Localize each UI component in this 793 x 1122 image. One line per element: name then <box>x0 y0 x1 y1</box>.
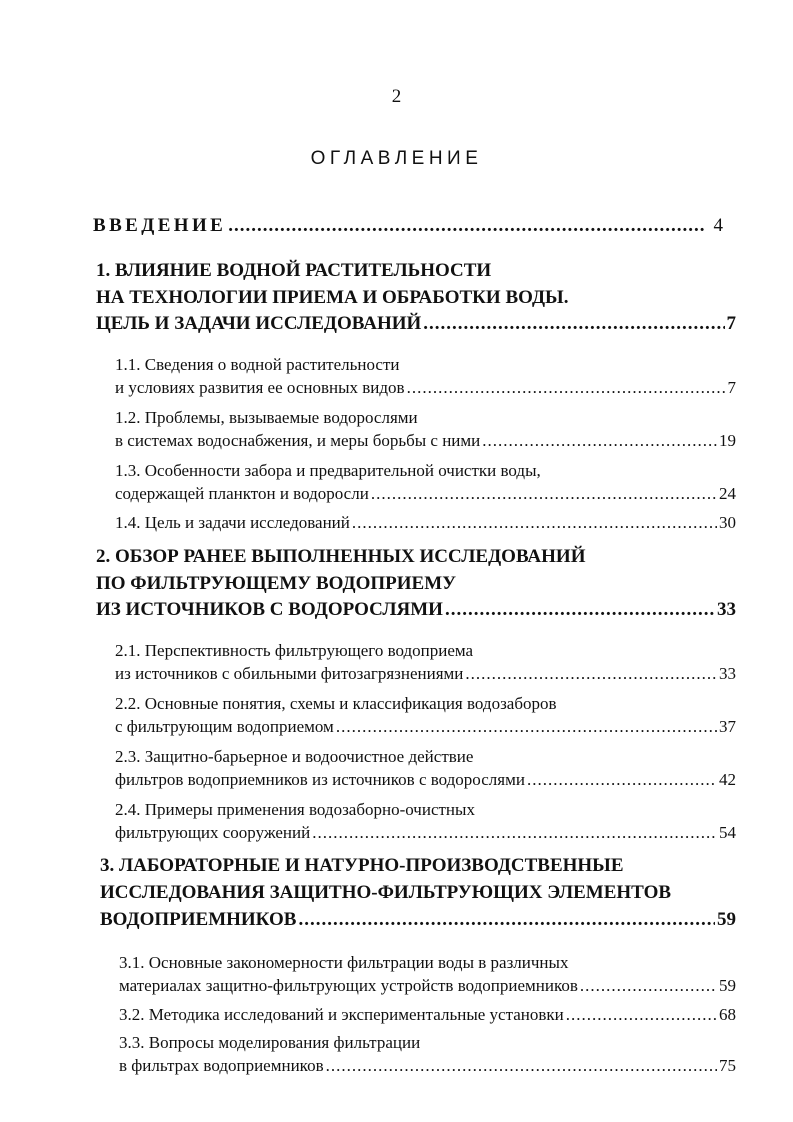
section-title-line: 1.1. Сведения о водной растительности <box>115 355 400 374</box>
toc-title: ОГЛАВЛЕНИЕ <box>310 148 483 169</box>
section-page: 7 <box>727 377 736 397</box>
chapter-title-line: ЦЕЛЬ И ЗАДАЧИ ИССЛЕДОВАНИЙ <box>96 313 422 334</box>
section-title-line: содержащей планктон и водоросли <box>115 483 369 503</box>
toc-section-2-2 <box>115 693 736 738</box>
dot-leader <box>336 716 717 739</box>
dot-leader <box>465 663 717 686</box>
dot-leader <box>566 1004 717 1027</box>
section-page: 24 <box>719 483 736 503</box>
chapter-title-line: НА ТЕХНОЛОГИИ ПРИЕМА И ОБРАБОТКИ ВОДЫ. <box>96 286 569 308</box>
section-page: 19 <box>719 430 736 450</box>
toc-section-1-2 <box>115 407 736 452</box>
toc-section-1-4 <box>115 512 736 535</box>
section-page: 30 <box>719 513 736 532</box>
chapter-title-line: ВОДОПРИЕМНИКОВ <box>100 909 297 930</box>
section-title-line: 2.4. Примеры применения водозаборно-очистных <box>115 800 475 819</box>
toc-chapter-1 <box>96 258 736 338</box>
section-title-line: 3.3. Вопросы моделирования фильтрации <box>119 1033 421 1052</box>
dot-leader <box>371 483 717 506</box>
toc-chapter-2 <box>96 544 736 624</box>
dot-leader <box>352 512 717 535</box>
section-title-line: в фильтрах водоприемников <box>119 1055 324 1075</box>
chapter-title-line: 3. ЛАБОРАТОРНЫЕ И НАТУРНО-ПРОИЗВОДСТВЕННЫЕ <box>100 855 624 876</box>
chapter-title-line: ИЗ ИСТОЧНИКОВ С ВОДОРОСЛЯМИ <box>96 599 443 620</box>
section-title-line: 1.4. Цель и задачи исследований <box>115 513 350 532</box>
dot-leader <box>580 975 717 998</box>
section-page: 37 <box>719 716 736 736</box>
dot-leader <box>326 1055 717 1078</box>
section-page: 42 <box>719 769 736 789</box>
section-title-line: 1.2. Проблемы, вызываемые водорослями <box>115 408 418 427</box>
dot-leader <box>407 377 726 400</box>
chapter-title-line: 1. ВЛИЯНИЕ ВОДНОЙ РАСТИТЕЛЬНОСТИ <box>96 260 492 281</box>
page-number: 2 <box>391 86 402 107</box>
section-page: 33 <box>719 663 736 683</box>
toc-section-3-3 <box>119 1032 736 1077</box>
section-title-line: 3.2. Методика исследований и экспериментальные установки <box>119 1005 564 1024</box>
toc-section-2-4 <box>115 799 736 844</box>
dot-leader <box>527 769 717 792</box>
section-title-line: и условиях развития ее основных видов <box>115 377 405 397</box>
chapter-title-line: ИССЛЕДОВАНИЯ ЗАЩИТНО-ФИЛЬТРУЮЩИХ ЭЛЕМЕНТОВ <box>100 882 672 903</box>
toc-section-3-1 <box>119 952 736 997</box>
dot-leader <box>445 597 715 624</box>
dot-leader <box>228 215 703 237</box>
toc-section-2-3 <box>115 746 736 791</box>
section-title-line: из источников с обильными фитозагрязнениями <box>115 663 464 683</box>
section-title-line: 2.2. Основные понятия, схемы и классификация водозаборов <box>115 694 557 713</box>
section-title-line: 2.3. Защитно-барьерное и водоочистное действие <box>115 747 474 766</box>
chapter-title-line: ПО ФИЛЬТРУЮЩЕМУ ВОДОПРИЕМУ <box>96 572 457 594</box>
section-title-line: 1.3. Особенности забора и предварительной очистки воды, <box>115 461 541 480</box>
toc-entry-page: 4 <box>713 215 723 236</box>
dot-leader <box>312 822 717 845</box>
toc-section-1-3 <box>115 460 736 505</box>
chapter-page: 33 <box>717 599 736 620</box>
toc-entry-title: ВВЕДЕНИЕ <box>93 215 227 236</box>
section-page: 54 <box>719 822 736 842</box>
toc-entry-introduction <box>93 215 723 237</box>
toc-section-1-1 <box>115 354 736 399</box>
section-page: 68 <box>719 1005 736 1024</box>
section-title-line: фильтров водоприемников из источников с водорослями <box>115 769 525 789</box>
section-title-line: 3.1. Основные закономерности фильтрации воды в различных <box>119 953 569 972</box>
section-title-line: фильтрующих сооружений <box>115 822 311 842</box>
toc-chapter-3 <box>100 852 736 933</box>
chapter-page: 59 <box>717 909 736 930</box>
dot-leader <box>298 906 715 933</box>
section-title-line: 2.1. Перспективность фильтрующего водоприема <box>115 641 474 660</box>
toc-section-3-2 <box>119 1004 736 1027</box>
chapter-title-line: 2. ОБЗОР РАНЕЕ ВЫПОЛНЕННЫХ ИССЛЕДОВАНИЙ <box>96 546 586 567</box>
section-title-line: материалах защитно-фильтрующих устройств водоприемников <box>119 975 578 995</box>
chapter-page: 7 <box>726 313 736 334</box>
section-title-line: в системах водоснабжения, и меры борьбы с ними <box>115 430 481 450</box>
dot-leader <box>423 311 724 338</box>
section-title-line: с фильтрующим водоприемом <box>115 716 334 736</box>
dot-leader <box>482 430 717 453</box>
toc-section-2-1 <box>115 640 736 685</box>
section-page: 75 <box>719 1055 736 1075</box>
section-page: 59 <box>719 975 736 995</box>
